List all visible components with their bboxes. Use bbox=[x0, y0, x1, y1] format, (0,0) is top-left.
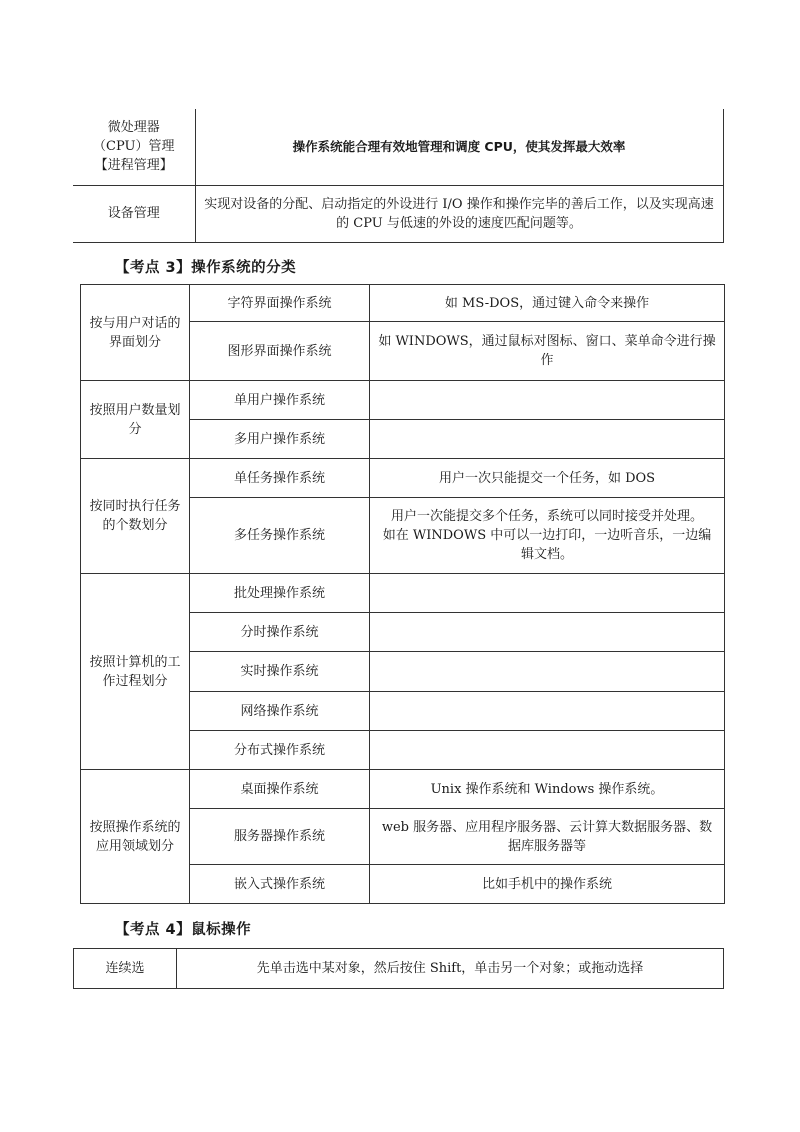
os-type-cell: 多用户操作系统 bbox=[190, 420, 370, 459]
os-type-cell: 字符界面操作系统 bbox=[190, 285, 370, 322]
os-type-cell: 单用户操作系统 bbox=[190, 381, 370, 420]
description-cell bbox=[370, 652, 725, 692]
category-cell: 按同时执行任务的个数划分 bbox=[81, 459, 190, 574]
description-cell bbox=[370, 574, 725, 613]
description-cell bbox=[370, 692, 725, 731]
description-cell bbox=[370, 731, 725, 770]
os-classification-table bbox=[80, 284, 725, 904]
description-cell: 用户一次只能提交一个任务，如 DOS bbox=[370, 459, 725, 498]
description-cell: web 服务器、应用程序服务器、云计算大数据服务器、数据库服务器等 bbox=[370, 809, 725, 865]
row-content: 实现对设备的分配、启动指定的外设进行 I/O 操作和操作完毕的善后工作，以及实现高速的 CPU 与低速的外设的速度匹配问题等。 bbox=[195, 185, 723, 242]
description-cell: Unix 操作系统和 Windows 操作系统。 bbox=[370, 770, 725, 809]
description-cell: 如 WINDOWS，通过鼠标对图标、窗口、菜单命令进行操作 bbox=[370, 322, 725, 381]
os-type-cell: 分时操作系统 bbox=[190, 613, 370, 652]
os-type-cell: 批处理操作系统 bbox=[190, 574, 370, 613]
os-type-cell: 服务器操作系统 bbox=[190, 809, 370, 865]
category-cell: 按照操作系统的应用领域划分 bbox=[81, 770, 190, 904]
os-type-cell: 桌面操作系统 bbox=[190, 770, 370, 809]
description-cell bbox=[370, 420, 725, 459]
category-cell: 按照用户数量划分 bbox=[81, 381, 190, 459]
table-row bbox=[73, 109, 723, 185]
table-row bbox=[81, 574, 725, 613]
os-type-cell: 图形界面操作系统 bbox=[190, 322, 370, 381]
row-content: 操作系统能合理有效地管理和调度 CPU，使其发挥最大效率 bbox=[195, 109, 723, 185]
row-label: 微处理器 （CPU）管理 【进程管理】 bbox=[73, 109, 195, 185]
category-cell: 按照计算机的工作过程划分 bbox=[81, 574, 190, 770]
os-type-cell: 实时操作系统 bbox=[190, 652, 370, 692]
os-type-cell: 多任务操作系统 bbox=[190, 498, 370, 574]
os-type-cell: 嵌入式操作系统 bbox=[190, 865, 370, 904]
table-row bbox=[81, 381, 725, 420]
table-row bbox=[81, 770, 725, 809]
row-label: 连续选 bbox=[74, 949, 177, 989]
description-cell bbox=[370, 613, 725, 652]
category-cell: 按与用户对话的界面划分 bbox=[81, 285, 190, 381]
table-row bbox=[81, 459, 725, 498]
table-row bbox=[81, 285, 725, 322]
row-content: 先单击选中某对象，然后按住 Shift，单击另一个对象；或拖动选择 bbox=[177, 949, 724, 989]
row-label: 设备管理 bbox=[73, 185, 195, 242]
description-cell bbox=[370, 381, 725, 420]
device-management-table bbox=[73, 109, 724, 243]
os-type-cell: 网络操作系统 bbox=[190, 692, 370, 731]
description-cell: 比如手机中的操作系统 bbox=[370, 865, 725, 904]
description-cell: 如 MS-DOS，通过键入命令来操作 bbox=[370, 285, 725, 322]
os-type-cell: 单任务操作系统 bbox=[190, 459, 370, 498]
table-row bbox=[74, 949, 724, 989]
section-heading: 【考点 4】鼠标操作 bbox=[115, 922, 252, 938]
description-cell: 用户一次能提交多个任务，系统可以同时接受并处理。 如在 WINDOWS 中可以一边打印，一边听音乐，一边编辑文档。 bbox=[370, 498, 725, 574]
mouse-operation-table bbox=[73, 948, 724, 989]
section-heading: 【考点 3】操作系统的分类 bbox=[115, 260, 297, 276]
table-row bbox=[73, 185, 723, 242]
os-type-cell: 分布式操作系统 bbox=[190, 731, 370, 770]
